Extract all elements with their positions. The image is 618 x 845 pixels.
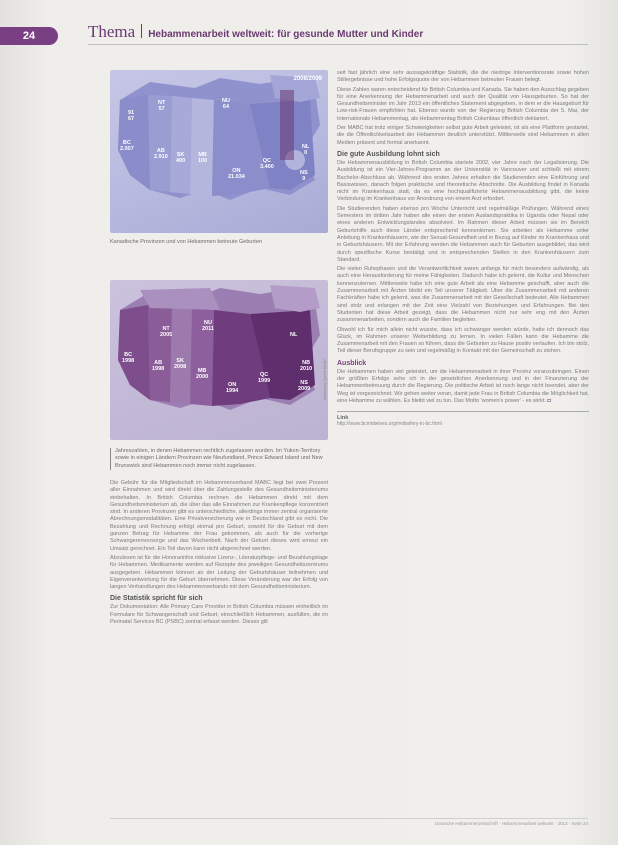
map1-label-mb: MB 100 [198, 152, 208, 164]
map2-label-ns: NS 2009 [298, 379, 311, 392]
map2-label-nl: NL [290, 331, 298, 338]
section-name: Thema [88, 22, 136, 41]
map-legal-years [110, 280, 328, 440]
section-heading-ausbildung: Die gute Ausbildung lohnt sich [337, 150, 440, 158]
map2-label-on: ON 1994 [226, 381, 239, 394]
map1-caption: Kanadische Provinzen und von Hebammen betreute Geburten [110, 239, 262, 245]
canada-map-1-graphic [110, 70, 328, 233]
image-credit: Abbildung: Quelle MABC [323, 358, 327, 400]
page-footer: Deutsche Hebammenzeitschrift · Hebammenarbeit weltweit · 2013 · Seite 24 [110, 818, 588, 826]
map1-stamp: 2008/2009 [293, 76, 322, 82]
right-paragraph-1: seit fast jährlich eine sehr aussagekräftige Statistik, die die niedrige Interventionsrate sowie hohen Stillergebnisse und hohe Erfolgsquote der von Hebammen betreuten Frauen belegt. [337, 70, 589, 84]
ausbildung-paragraph-1: Die Hebammenausbildung in British Columbia startete 2002, vier Jahre nach der Legalisierung. Die Ausbildung ist ein Vier-Jahres-Programm an der Universität in Vancouver und schließt mit einem Bachelor-Abschluss ab. Während des ersten Jahres erhalten die Studierenden eine Einführung und Basiswissen, danach folgen praktische und theoretische Abschnitte. Die Ausbildung findet in Kanada nicht im Krankenhaus statt, da es eine hochqualifizierte Hebammenausbildung gibt, die keine Verbindung im Krankenhaus vor Anordnung von einem Arzt erfordert. [337, 159, 589, 203]
map2-label-nb: NB 2010 [300, 359, 313, 372]
ausblick-paragraph [337, 369, 589, 405]
link-label: Link [337, 415, 349, 422]
map2-label-qc: QC 1999 [258, 371, 271, 384]
map1-label-nl: NL 0 [302, 144, 310, 156]
map2-label-mb: MB 2000 [196, 367, 209, 380]
map1-label-sk: SK 400 [176, 152, 186, 164]
left-column [110, 70, 328, 628]
page-number: 24 [0, 27, 58, 45]
ausblick-text: Die Hebammen haben viel geleistet, um die Hebammenarbeit in ihrer Provinz voranzubringen. Einen der größten Erfolge sehe ich in der gesetzlichen Anerkennung und in der Finanzierung der Hebammenbetreuung durch die Regierung. Die politische Arbeit ist noch lange nicht beendet, aber der Weg ist vorgezeichnet. Wir gehen weiter voran, damit jede Frau in British Columbia die Möglichkeit hat, eine Hebamme zu wählen. Es bleibt viel zu tun. Das Motto 'women's power' - es wirkt. [337, 368, 589, 404]
map1-label-on: ON 21.034 [228, 168, 245, 180]
canada-map-2-graphic [110, 280, 328, 440]
link-url[interactable]: http://www.bcmidwives.org/midwifery-in-bc.html [337, 421, 442, 428]
link-box [337, 411, 589, 427]
header-separator [141, 24, 142, 38]
left-paragraph-1: Die Gebühr für die Mitgliedschaft im Hebammenverband MABC liegt bei zwei Prozent aller Einnahmen und wird direkt über die Zahlungsstelle des Gesundheitsministeriums einbehalten. In British Columbia rechnen die Hebammen direkt mit dem Gesundheitsministerium ab, die über das alle Einnahmen zur Krankenpflege konzentriert sind. In anderen Provinzen gibt es unterschiedliche, allerdings immer zentral organisierte Abrechnungsmodalitäten. Eine Privatversicherung wie in Deutschland gibt es nicht. Die Bezahlung und Rechnung erfolgt einmal pro Geburt, sowohl für die Geburt mit dem ganzen Betrag für Hebamme der Frau gekommen, als auch für die vorherige Schwangerenvorsorge und das Wochenbett. Nach der Geburt dieses wird erneut ein Umsatz gerechnet. Ein Teil davon kann nicht abgerechnet werden. [110, 480, 328, 552]
map2-label-ab: AB 1998 [152, 359, 165, 372]
right-paragraph-2: Diese Zahlen waren entscheidend für British Columbia und Kanada. Sie haben den Ausschlag gegeben für eine Anerkennung der Hebammenarbeit und auch der Qualität von Hausgeburten. So hat der Gesundheitsminister im Jahr 2013 ein öffentliches Statement abgegeben, in dem er die Hausgeburt für Low-risk-Frauen empfohlen hat. Ebenso wurde von der Regierung British Columbia der 5. Mai, der Internationale Hebammentag, als Hebammentag British Columbias öffentlich deklariert. [337, 86, 589, 122]
ausbildung-paragraph-3: Die vielen Ruhephasen und die Verantwortlichkeit waren anfangs für mich besonders aufwändig, als auch eine Herausforderung für meine Fähigkeiten. Dadurch habe ich gelernt, die Kultur und Menschen kennenzulernen. Mittlerweile habe ich eine gute Arbeit als eine Hebamme geschafft, aber auch die Zusammenarbeit mit Ärzten bleibt ein Teil unserer Tätigkeit. Über die Zusammenarbeit mit anderen Fachkräften habe ich gelernt, was die Zusammenarbeit mit der Gesellschaft bedeutet. Alle Hebammen sind stolz und erlangen mit der Zeit eine Vielzahl von Beziehungen und Erfahrungen. Bei den Studenten hat diese Arbeit gezeigt, dass die Hebammen nicht nur sehr eng mit den Ärzten zusammenarbeiten, sondern auch die Familien begleiten. [337, 266, 589, 324]
ausbildung-paragraph-2: Die Studierenden haben ebenso pro Woche Unterricht und regelmäßige Prüfungen. Während eines Semesters im dritten Jahr haben alle einen der ersten Auslandspraktika in Uganda oder Nepal oder eines anderen Entwicklungslandes absolviert. Im Rahmen dieser Arbeit müssen sie im Bereich Geburtshilfe auch diese Länder entsprechend kennenlernen. Sie arbeiten als Hebamme unter Anleitung in Krankenhäusern, wie der Sexual-Gesundheit und in Bezug auf Kinder im Krankenhaus und in Geburtshäusern. Mit der Erfahrung werden die Hebammen auch für Geburten ausgebildet, das wird durch spezifische Kurse bestätigt und in entsprechenden Stellen in den Krankenhäusern zum Standard. [337, 205, 589, 263]
map1-label-ns: NS 0 [300, 170, 308, 182]
page-header [88, 22, 588, 45]
map1-label-yt: 91 67 [128, 110, 135, 122]
map1-label-qc: QC 3.400 [260, 158, 274, 170]
map2-label-nt: NT 2005 [160, 325, 173, 338]
end-mark-icon: ◘ [547, 397, 551, 404]
section-heading-statistik: Die Statistik spricht für sich [110, 595, 203, 603]
map2-caption: Jahreszahlen, in denen Hebammen rechtlich zugelassen wurden. Im Yukon-Territory sowie in einigen Ländern Provinzen wie Neufundland, Prince Edward Island und New Brunswick sind Hebammen noch immer nicht zugelassen. [110, 448, 328, 471]
map1-label-nu: NU 64 [222, 98, 230, 110]
map2-label-bc: BC 1998 [122, 351, 135, 364]
map1-label-bc: BC 2.007 [120, 140, 134, 152]
map-births-canada [110, 70, 328, 233]
left-paragraph-2: Abzulesen ist für die Honorarinfos inklusive Lizenz-, Literaturpflege- und Bezahlungstage für Hebammen. Medikamente werden auf Rezepte des jeweiligen Gesundheitszentrums ausgegeben. Hebammen können an der Leitung der Geburtshäuser teilnehmen und Eigenverantwortung für die Geburt übernehmen. Diese Veränderung war der Erfolg von langen Verhandlungen des Hebammenverbands mit dem Gesundheitsministerium. [110, 554, 328, 591]
map1-label-ab: AB 2.910 [154, 148, 168, 160]
map1-label-nt: NT 57 [158, 100, 166, 112]
ausbildung-paragraph-4: Obwohl ich für mich allein nicht wusste, dass ich schwanger werden würde, hatte ich dennoch das Glück, im Rahmen unserer Weiterbildung zu lernen. In vielen Fällen kann die Hebamme die Zusammenarbeit mit den Frauen so führen, dass die Geburten zu Hause positiv verlaufen. Ich bin stolz, Teil dieser Berufsgruppe zu sein und regelmäßig in Kontakt mit der Gemeinschaft zu stehen. [337, 326, 589, 355]
map2-label-sk: SK 2008 [174, 357, 187, 370]
right-paragraph-3: Der MABC hat trotz einiger Schwierigkeiten selbst gute Arbeit geleistet, ist als eine Plattform gestartet, die die Öffentlichkeitsarbeit der Hebammen deutlich unterstützt. Mittlerweile sind Hebammen in allen Medien präsent und formal anerkannt. [337, 125, 589, 146]
section-heading-ausblick: Ausblick [337, 359, 367, 367]
map2-label-nu: NU 2011 [202, 319, 214, 332]
left-article-text [110, 480, 328, 626]
page-title: Hebammenarbeit weltweit: für gesunde Mutter und Kinder [148, 29, 424, 40]
right-column [337, 70, 589, 427]
left-paragraph-3: Zur Dokumentation: Alle Primary Care Provider in British Columbia müssen einheitlich im Formulare für Schwangerschaft und Geburt, einschließlich Hebammen, ausfüllen, die im Perinatal Services BC (PSBC) zentral erfasst werden. Dieses gilt [110, 604, 328, 626]
